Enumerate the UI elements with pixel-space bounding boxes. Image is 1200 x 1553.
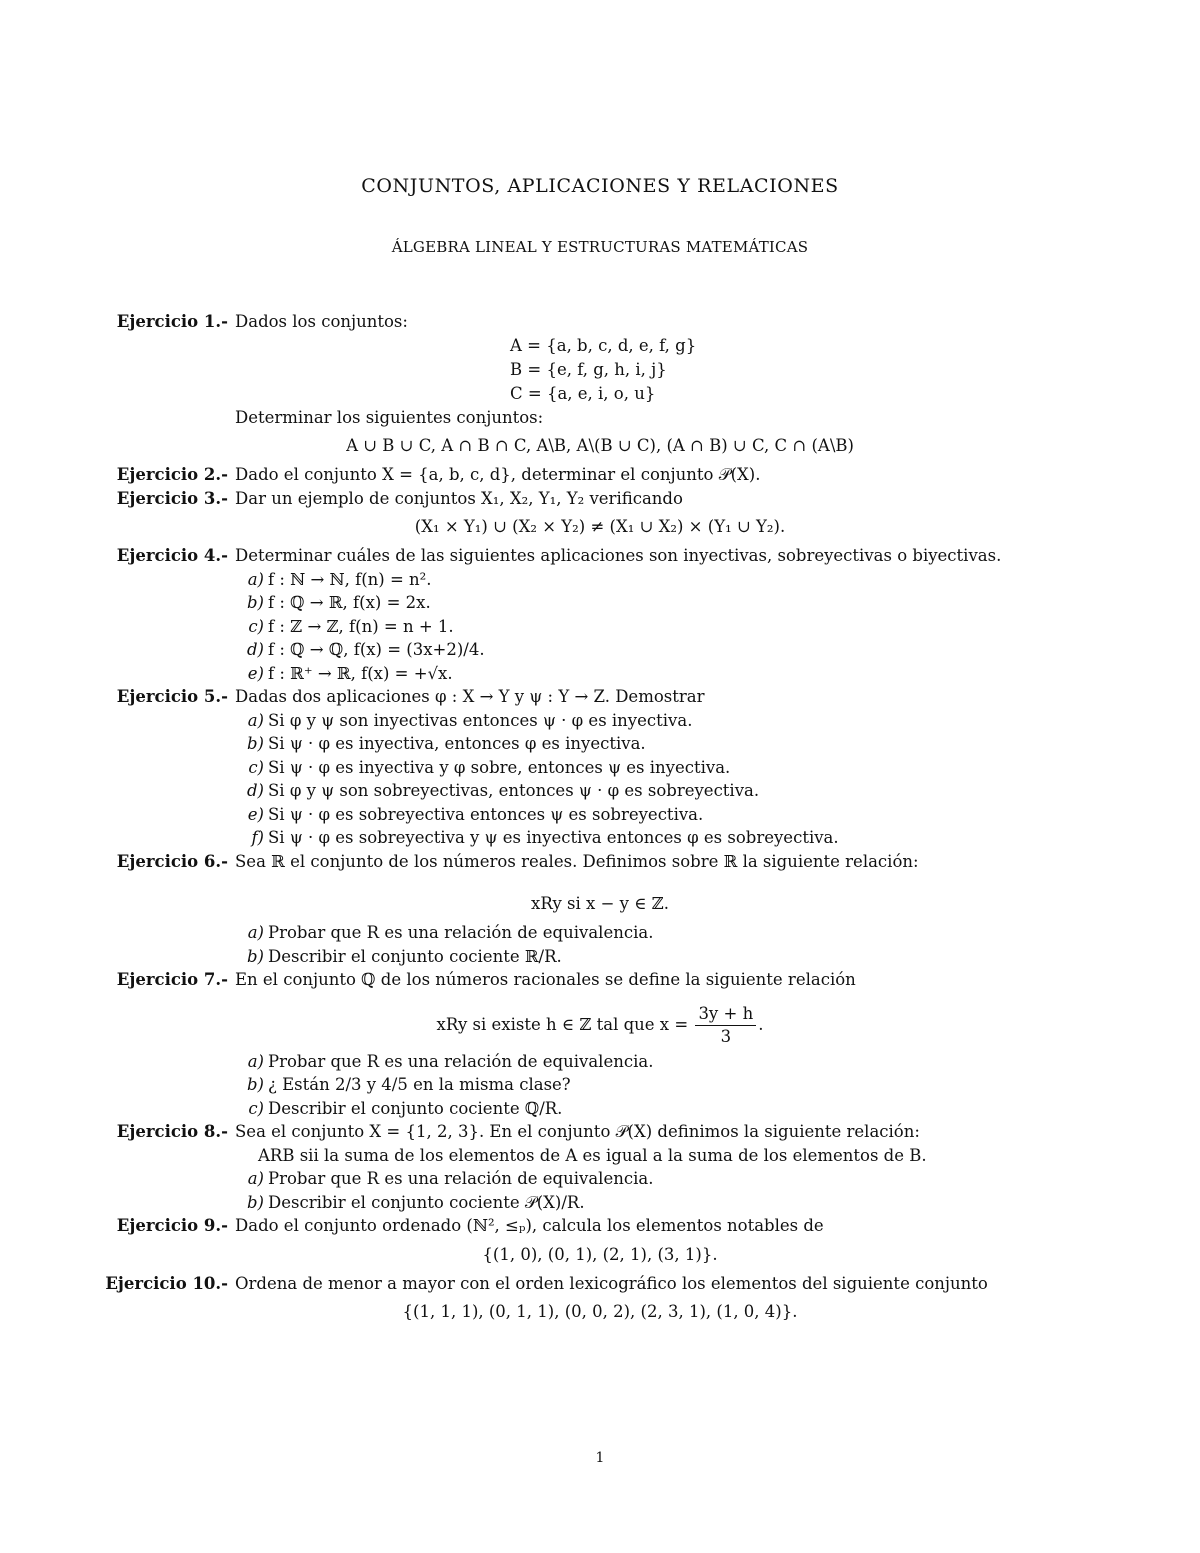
exercise-text: Dado el conjunto X = {a, b, c, d}, determinar el conjunto 𝒫(X). — [235, 465, 761, 484]
item-text: f : ℚ → ℚ, f(x) = (3x+2)/4. — [268, 640, 485, 659]
item-marker: b) — [247, 593, 264, 612]
item-text: f : ℤ → ℤ, f(n) = n + 1. — [268, 616, 454, 636]
item-text: Si ψ · φ es sobreyectiva y ψ es inyectiva entonces φ es sobreyectiva. — [268, 828, 839, 847]
exercise-label: Ejercicio 7.- — [116, 970, 228, 989]
list-item — [0, 803, 1200, 827]
list-item — [0, 756, 1200, 780]
list-item — [0, 945, 1200, 969]
list-item — [0, 826, 1200, 850]
item-marker: a) — [247, 923, 264, 942]
item-marker: a) — [247, 710, 264, 730]
display-formula: {(1, 0), (0, 1), (2, 1), (3, 1)}. — [482, 1244, 718, 1264]
item-text: Describir el conjunto cociente ℝ/R. — [268, 946, 562, 966]
exercise-8 — [0, 1120, 1200, 1214]
item-text: f : ℝ⁺ → ℝ, f(x) = +√x. — [268, 663, 453, 683]
item-text: Si ψ · φ es inyectiva, entonces φ es inyectiva. — [268, 734, 646, 753]
item-marker: c) — [248, 757, 264, 777]
formula-suffix: . — [758, 1014, 764, 1034]
exercise-label: Ejercicio 1.- — [116, 312, 228, 331]
exercise-2 — [0, 463, 1200, 487]
exercise-text: Dados los conjuntos: — [235, 312, 408, 331]
exercise-text: Sea el conjunto X = {1, 2, 3}. En el conjunto 𝒫(X) definimos la siguiente relación: — [235, 1122, 920, 1141]
exercise-label: Ejercicio 8.- — [116, 1122, 228, 1141]
exercise-text: Dar un ejemplo de conjuntos X₁, X₂, Y₁, Y₂ verificando — [235, 488, 683, 508]
exercise-text-2: ARB sii la suma de los elementos de A es igual a la suma de los elementos de B. — [258, 1145, 927, 1165]
display-formula: xRy si x − y ∈ ℤ. — [531, 894, 669, 913]
item-marker: b) — [247, 1192, 264, 1212]
list-item — [0, 1050, 1200, 1074]
item-marker: a) — [247, 569, 264, 589]
list-item — [0, 1167, 1200, 1191]
item-text: Describir el conjunto cociente 𝒫(X)/R. — [268, 1192, 585, 1212]
exercise-label: Ejercicio 10.- — [105, 1273, 228, 1293]
exercise-10 — [0, 1272, 1200, 1330]
exercise-7 — [0, 968, 1200, 1120]
exercise-label: Ejercicio 9.- — [116, 1216, 228, 1235]
page-title: CONJUNTOS, APLICACIONES Y RELACIONES — [361, 175, 839, 197]
exercise-text: Dadas dos aplicaciones φ : X → Y y ψ : Y → Z. Demostrar — [235, 687, 705, 706]
list-item — [0, 732, 1200, 756]
list-item — [0, 638, 1200, 662]
exercise-text: Determinar cuáles de las siguientes aplicaciones son inyectivas, sobreyectivas o biyectivas. — [235, 546, 1002, 565]
exercise-text: Dado el conjunto ordenado (ℕ², ≤ₚ), calcula los elementos notables de — [235, 1216, 824, 1235]
exercise-9 — [0, 1214, 1200, 1272]
item-text: Si φ y ψ son sobreyectivas, entonces ψ · φ es sobreyectiva. — [268, 781, 760, 800]
set-b: B = {e, f, g, h, i, j} — [510, 359, 667, 379]
list-item — [0, 1073, 1200, 1097]
exercise-text: Sea ℝ el conjunto de los números reales. Definimos sobre ℝ la siguiente relación: — [235, 851, 919, 871]
display-formula: A ∪ B ∪ C, A ∩ B ∩ C, A\B, A\(B ∪ C), (A ∩ B) ∪ C, C ∩ (A\B) — [346, 436, 854, 455]
item-text: f : ℚ → ℝ, f(x) = 2x. — [268, 593, 431, 612]
list-item — [0, 921, 1200, 945]
list-item — [0, 591, 1200, 615]
exercise-3 — [0, 487, 1200, 545]
display-formula — [0, 1000, 1200, 1050]
display-formula: {(1, 1, 1), (0, 1, 1), (0, 0, 2), (2, 3, 1), (1, 0, 4)}. — [402, 1302, 798, 1321]
item-text: Si φ y ψ son inyectivas entonces ψ · φ es inyectiva. — [268, 710, 693, 730]
list-item — [0, 709, 1200, 733]
item-text: Probar que R es una relación de equivalencia. — [268, 1169, 654, 1188]
item-marker: a) — [247, 1169, 264, 1188]
item-marker: f) — [251, 828, 264, 847]
exercise-list — [0, 310, 1200, 1329]
item-text: Si ψ · φ es inyectiva y φ sobre, entonces ψ es inyectiva. — [268, 757, 731, 777]
display-formula: (X₁ × Y₁) ∪ (X₂ × Y₂) ≠ (X₁ ∪ X₂) × (Y₁ ∪ Y₂). — [414, 517, 786, 536]
formula-prefix: xRy si existe h ∈ ℤ tal que x = — [436, 1014, 689, 1034]
exercise-text-2: Determinar los siguientes conjuntos: — [235, 407, 544, 427]
list-item — [0, 779, 1200, 803]
page-number: 1 — [595, 1450, 605, 1466]
exercise-4 — [0, 544, 1200, 685]
page-subtitle: ÁLGEBRA LINEAL Y ESTRUCTURAS MATEMÁTICAS — [391, 238, 809, 256]
exercise-label: Ejercicio 2.- — [116, 465, 228, 484]
list-item — [0, 662, 1200, 686]
item-text: Si ψ · φ es sobreyectiva entonces ψ es sobreyectiva. — [268, 804, 704, 824]
fraction-numerator: 3y + h — [695, 1003, 756, 1026]
list-item — [0, 615, 1200, 639]
fraction-denominator: 3 — [720, 1026, 732, 1046]
item-marker: d) — [247, 781, 264, 800]
item-marker: b) — [247, 734, 264, 753]
item-marker: b) — [247, 1075, 264, 1094]
set-definitions — [510, 334, 1200, 406]
exercise-5 — [0, 685, 1200, 850]
list-item — [0, 1097, 1200, 1121]
item-text: Probar que R es una relación de equivalencia. — [268, 1051, 654, 1071]
item-marker: d) — [247, 640, 264, 659]
exercise-6 — [0, 850, 1200, 969]
item-text: Probar que R es una relación de equivalencia. — [268, 923, 654, 942]
item-text: f : ℕ → ℕ, f(n) = n². — [268, 569, 432, 589]
list-item — [0, 568, 1200, 592]
item-marker: b) — [247, 946, 264, 966]
exercise-label: Ejercicio 6.- — [116, 851, 228, 871]
item-marker: c) — [248, 616, 264, 636]
fraction — [695, 1003, 756, 1048]
exercise-label: Ejercicio 4.- — [116, 546, 228, 565]
item-marker: a) — [247, 1051, 264, 1071]
set-c: C = {a, e, i, o, u} — [510, 383, 656, 403]
item-marker: e) — [247, 663, 264, 683]
item-marker: e) — [247, 804, 264, 824]
list-item — [0, 1191, 1200, 1215]
exercise-text: Ordena de menor a mayor con el orden lexicográfico los elementos del siguiente conjunto — [235, 1273, 988, 1293]
item-marker: c) — [248, 1098, 264, 1118]
exercise-text: En el conjunto ℚ de los números racionales se define la siguiente relación — [235, 970, 856, 989]
exercise-label: Ejercicio 3.- — [116, 488, 228, 508]
item-text: Describir el conjunto cociente ℚ/R. — [268, 1098, 563, 1118]
set-a: A = {a, b, c, d, e, f, g} — [510, 335, 697, 355]
item-text: ¿ Están 2/3 y 4/5 en la misma clase? — [268, 1075, 571, 1094]
exercise-1 — [0, 310, 1200, 463]
exercise-label: Ejercicio 5.- — [116, 687, 228, 706]
